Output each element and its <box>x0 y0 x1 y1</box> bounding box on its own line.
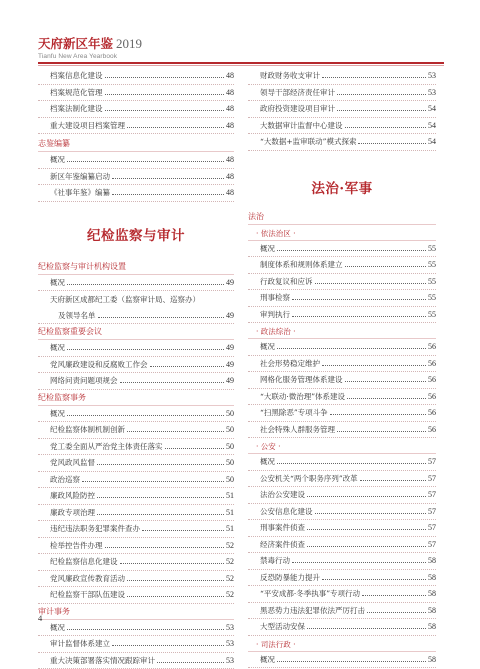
dot-leader <box>112 194 224 195</box>
toc-entry[interactable] <box>38 406 234 423</box>
toc-entry[interactable] <box>248 241 436 258</box>
toc-entry-page: 56 <box>428 407 436 418</box>
toc-entry-page: 50 <box>226 408 234 419</box>
toc-entry-title: 违纪违法职务犯罪案件查办 <box>38 523 140 534</box>
toc-entry-page: 48 <box>226 171 234 182</box>
running-header <box>38 34 142 60</box>
dot-leader <box>105 547 225 548</box>
toc-entry-page: 55 <box>428 276 436 287</box>
toc-entry-title: 概况 <box>38 154 65 165</box>
toc-entry[interactable] <box>38 275 234 292</box>
toc-entry-page: 53 <box>428 70 436 81</box>
toc-entry-page: 55 <box>428 309 436 320</box>
toc-entry[interactable] <box>248 537 436 554</box>
toc-entry[interactable] <box>38 571 234 588</box>
page-number: 4 <box>38 613 42 623</box>
toc-entry-title: 概况 <box>248 341 275 352</box>
toc-entry-title: 党风廉政宣传教育活动 <box>38 573 125 584</box>
toc-entry[interactable] <box>248 487 436 504</box>
section-heading: 法治 <box>248 209 436 225</box>
toc-entry-title: 检举控告件办理 <box>38 540 103 551</box>
toc-entry[interactable] <box>38 538 234 555</box>
toc-entry[interactable] <box>38 373 234 390</box>
toc-entry-title: 审计监督体系建立 <box>38 638 110 649</box>
dot-leader <box>315 283 427 284</box>
dot-leader <box>150 366 225 367</box>
dot-leader <box>97 497 224 498</box>
toc-entry-page: 48 <box>226 120 234 131</box>
toc-entry[interactable] <box>248 274 436 291</box>
toc-entry-page: 56 <box>428 374 436 385</box>
toc-entry-page: 53 <box>226 655 234 666</box>
dot-leader <box>105 110 225 111</box>
toc-entry-page: 55 <box>428 292 436 303</box>
toc-entry-title: 概况 <box>248 456 275 467</box>
toc-entry-title: 网格化服务管理体系建设 <box>248 374 343 385</box>
dot-leader <box>67 349 224 350</box>
toc-entry-page: 49 <box>226 277 234 288</box>
toc-entry-page: 57 <box>428 456 436 467</box>
toc-entry-title: 新区年鉴编纂启动 <box>38 171 110 182</box>
subsection-heading: · 依法治区 · <box>248 225 436 241</box>
dot-leader <box>67 161 224 162</box>
toc-entry-title: 档案法制化建设 <box>38 103 103 114</box>
toc-right-column <box>248 68 436 668</box>
toc-entry[interactable] <box>38 169 234 186</box>
dot-leader <box>307 496 426 497</box>
toc-entry-title: 政治巡察 <box>38 474 80 485</box>
dot-leader <box>337 110 426 111</box>
toc-entry-title: 纪检监察干部队伍建设 <box>38 589 125 600</box>
toc-entry-title: 刑事案件侦查 <box>248 522 305 533</box>
toc-entry-page: 48 <box>226 187 234 198</box>
toc-entry[interactable] <box>38 620 234 637</box>
dot-leader <box>307 546 426 547</box>
toc-entry[interactable] <box>248 290 436 307</box>
toc-entry-title: 法治公安建设 <box>248 489 305 500</box>
toc-entry-title: 社会特殊人群服务管理 <box>248 424 335 435</box>
dot-leader <box>345 381 427 382</box>
toc-entry[interactable] <box>248 257 436 274</box>
toc-entry-title: 党风廉政建设和反腐败工作会 <box>38 359 148 370</box>
toc-entry-page: 48 <box>226 70 234 81</box>
toc-entry-title: 公安机关“两个职务序列”改革 <box>248 473 358 484</box>
toc-entry[interactable] <box>248 603 436 620</box>
toc-entry-page: 52 <box>226 556 234 567</box>
toc-entry[interactable] <box>248 586 436 603</box>
toc-entry-page: 58 <box>428 621 436 632</box>
toc-entry-title: 廉政专项治理 <box>38 507 95 518</box>
toc-entry[interactable] <box>248 422 436 439</box>
toc-entry-title: 概况 <box>248 654 275 665</box>
dot-leader <box>105 94 225 95</box>
toc-entry-page: 48 <box>226 154 234 165</box>
toc-entry[interactable] <box>248 356 436 373</box>
toc-entry-title: 社会形势稳定维护 <box>248 358 320 369</box>
dot-leader <box>277 348 426 349</box>
toc-entry-title: 概况 <box>248 243 275 254</box>
toc-entry[interactable] <box>38 653 234 669</box>
toc-entry[interactable] <box>248 372 436 389</box>
chapter-title: 纪检监察与审计 <box>38 224 234 244</box>
toc-entry-page: 51 <box>226 523 234 534</box>
toc-entry-page: 58 <box>428 654 436 665</box>
yearbook-title <box>38 34 142 52</box>
toc-entry-title: 纪检监察体制机制创新 <box>38 424 125 435</box>
toc-entry-title: 刑事检察 <box>248 292 290 303</box>
yearbook-year: 2019 <box>116 36 142 51</box>
toc-entry-title: 概况 <box>38 622 65 633</box>
toc-entry[interactable] <box>248 389 436 406</box>
dot-leader <box>337 431 426 432</box>
dot-leader <box>82 481 224 482</box>
toc-entry[interactable] <box>38 505 234 522</box>
section-heading: 纪检监察重要会议 <box>38 324 234 340</box>
toc-entry-title: “大联动·微治理”体系建设 <box>248 391 345 402</box>
dot-leader <box>67 415 224 416</box>
toc-entry-title: 党工委全面从严治党主体责任落实 <box>38 441 163 452</box>
toc-entry-page: 57 <box>428 489 436 500</box>
dot-leader <box>345 127 427 128</box>
toc-entry[interactable] <box>38 422 234 439</box>
toc-entry-title: 概况 <box>38 342 65 353</box>
toc-entry-page: 57 <box>428 539 436 550</box>
dot-leader <box>127 431 224 432</box>
dot-leader <box>67 284 224 285</box>
yearbook-subtitle: Tianfu New Area Yearbook <box>38 53 142 60</box>
toc-entry-page: 52 <box>226 573 234 584</box>
toc-entry-page: 52 <box>226 589 234 600</box>
toc-entry[interactable] <box>38 472 234 489</box>
toc-entry-title: 反恐防暴能力提升 <box>248 572 320 583</box>
toc-entry-title: 天府新区成都纪工委（监察审计局、巡察办） <box>38 294 200 305</box>
toc-entry-title: 廉政风险防控 <box>38 490 95 501</box>
toc-left-column <box>38 68 234 669</box>
toc-entry-page: 53 <box>226 622 234 633</box>
toc-entry-title: 大数据审计监督中心建设 <box>248 120 343 131</box>
toc-entry[interactable] <box>248 454 436 471</box>
toc-entry[interactable] <box>248 405 436 422</box>
toc-entry[interactable] <box>248 570 436 587</box>
toc-entry-page: 50 <box>226 474 234 485</box>
toc-entry[interactable] <box>38 554 234 571</box>
toc-entry-page: 57 <box>428 522 436 533</box>
dot-leader <box>127 580 224 581</box>
toc-entry[interactable] <box>248 520 436 537</box>
toc-entry-page: 51 <box>226 490 234 501</box>
toc-entry[interactable] <box>38 101 234 118</box>
section-heading: 纪检监察事务 <box>38 390 234 406</box>
dot-leader <box>358 143 426 144</box>
dot-leader <box>307 628 426 629</box>
toc-entry-title: “大数据+监审联动”模式探索 <box>248 136 356 147</box>
toc-entry-title: 概况 <box>38 277 65 288</box>
dot-leader <box>322 365 426 366</box>
toc-entry-page: 57 <box>428 506 436 517</box>
toc-entry[interactable] <box>38 488 234 505</box>
toc-entry-title: 重大决策部署落实情况跟踪审计 <box>38 655 155 666</box>
toc-entry-page: 53 <box>226 638 234 649</box>
toc-entry[interactable] <box>38 455 234 472</box>
toc-entry-title: 财政财务收支审计 <box>248 70 320 81</box>
toc-entry-page: 49 <box>226 342 234 353</box>
dot-leader <box>322 579 426 580</box>
toc-entry-title: 政府投资建设项目审计 <box>248 103 335 114</box>
dot-leader <box>157 662 224 663</box>
section-heading: 志鉴编纂 <box>38 136 234 152</box>
toc-entry-title: 审判执行 <box>248 309 290 320</box>
toc-entry-page: 54 <box>428 120 436 131</box>
toc-entry[interactable] <box>38 340 234 357</box>
toc-entry-page: 55 <box>428 243 436 254</box>
toc-entry-title: 党风政风监督 <box>38 457 95 468</box>
dot-leader <box>277 661 426 662</box>
header-rule-thin <box>38 65 444 66</box>
toc-entry-page: 51 <box>226 507 234 518</box>
toc-entry-title: 公安信息化建设 <box>248 506 313 517</box>
dot-leader <box>367 612 426 613</box>
dot-leader <box>277 463 426 464</box>
dot-leader <box>362 595 426 596</box>
dot-leader <box>142 530 224 531</box>
toc-entry[interactable] <box>38 439 234 456</box>
toc-entry[interactable] <box>248 619 436 636</box>
dot-leader <box>292 316 426 317</box>
subsection-heading: · 政法综治 · <box>248 323 436 339</box>
toc-entry-title: 档案规范化管理 <box>38 87 103 98</box>
toc-entry-title: 禁毒行动 <box>248 555 290 566</box>
dot-leader <box>120 563 225 564</box>
dot-leader <box>322 77 426 78</box>
dot-leader <box>120 382 225 383</box>
dot-leader <box>347 398 426 399</box>
toc-entry[interactable] <box>248 339 436 356</box>
toc-entry[interactable] <box>248 118 436 135</box>
toc-entry-title: 概况 <box>38 408 65 419</box>
toc-entry-title: “平安成都·冬季执事”专项行动 <box>248 588 360 599</box>
toc-entry-page: 56 <box>428 358 436 369</box>
toc-entry[interactable] <box>38 118 234 135</box>
toc-entry-title: 档案信息化建设 <box>38 70 103 81</box>
toc-entry[interactable] <box>248 85 436 102</box>
toc-entry-title: 行政复议和应诉 <box>248 276 313 287</box>
toc-entry[interactable] <box>38 291 234 308</box>
toc-entry[interactable] <box>248 504 436 521</box>
dot-leader <box>112 178 224 179</box>
dot-leader <box>360 480 426 481</box>
toc-entry-page: 50 <box>226 457 234 468</box>
toc-entry-page: 50 <box>226 441 234 452</box>
toc-entry[interactable] <box>248 652 436 669</box>
toc-entry[interactable] <box>248 68 436 85</box>
section-heading: 纪检监察与审计机构设置 <box>38 259 234 275</box>
dot-leader <box>112 645 224 646</box>
toc-entry-title: 《社事年鉴》编纂 <box>38 187 110 198</box>
toc-entry-page: 55 <box>428 259 436 270</box>
toc-entry-page: 54 <box>428 103 436 114</box>
toc-entry-title: 及领导名单 <box>38 310 96 321</box>
toc-entry-title: 网络问责问题项规会 <box>38 375 118 386</box>
toc-entry[interactable] <box>38 85 234 102</box>
toc-entry-page: 52 <box>226 540 234 551</box>
yearbook-name: 天府新区年鉴 <box>38 36 113 51</box>
dot-leader <box>97 514 224 515</box>
toc-entry-page: 49 <box>226 310 234 321</box>
toc-entry-page: 48 <box>226 87 234 98</box>
toc-entry-page: 56 <box>428 391 436 402</box>
toc-entry[interactable] <box>248 553 436 570</box>
toc-entry[interactable] <box>38 521 234 538</box>
dot-leader <box>127 596 224 597</box>
subsection-heading: · 司法行政 · <box>248 636 436 652</box>
toc-entry[interactable] <box>38 357 234 374</box>
toc-entry[interactable] <box>38 185 234 202</box>
dot-leader <box>307 529 426 530</box>
toc-entry-title: 经济案件侦查 <box>248 539 305 550</box>
toc-entry-title: “扫黑除恶”专项斗争 <box>248 407 328 418</box>
toc-entry-page: 58 <box>428 555 436 566</box>
header-rule <box>38 62 444 64</box>
dot-leader <box>277 250 426 251</box>
toc-entry-page: 53 <box>428 87 436 98</box>
toc-entry[interactable] <box>248 307 436 324</box>
toc-entry-page: 49 <box>226 375 234 386</box>
toc-entry[interactable] <box>38 587 234 604</box>
dot-leader <box>98 317 225 318</box>
toc-entry[interactable] <box>38 308 234 325</box>
dot-leader <box>345 266 427 267</box>
toc-entry-page: 56 <box>428 424 436 435</box>
toc-entry[interactable] <box>248 471 436 488</box>
toc-entry-page: 57 <box>428 473 436 484</box>
toc-entry-page: 48 <box>226 103 234 114</box>
dot-leader <box>292 562 426 563</box>
toc-entry-page: 58 <box>428 588 436 599</box>
dot-leader <box>330 414 426 415</box>
toc-entry-page: 58 <box>428 572 436 583</box>
toc-entry-title: 重大建设项目档案管理 <box>38 120 125 131</box>
subsection-heading: · 公安 · <box>248 438 436 454</box>
toc-entry-page: 54 <box>428 136 436 147</box>
dot-leader <box>105 77 225 78</box>
toc-entry[interactable] <box>38 68 234 85</box>
dot-leader <box>67 629 224 630</box>
chapter-title: 法治·军事 <box>248 177 436 197</box>
toc-entry-title: 制度体系和规则体系建立 <box>248 259 343 270</box>
toc-entry[interactable] <box>248 101 436 118</box>
toc-entry-page: 49 <box>226 359 234 370</box>
section-heading: 审计事务 <box>38 604 234 620</box>
toc-entry-title: 领导干部经济责任审计 <box>248 87 335 98</box>
toc-entry[interactable] <box>248 134 436 151</box>
toc-entry[interactable] <box>38 152 234 169</box>
toc-entry-title: 大型活动安保 <box>248 621 305 632</box>
toc-entry-page: 58 <box>428 605 436 616</box>
toc-entry-page: 50 <box>226 424 234 435</box>
dot-leader <box>97 464 224 465</box>
dot-leader <box>337 94 426 95</box>
toc-entry-page: 56 <box>428 341 436 352</box>
dot-leader <box>292 299 426 300</box>
dot-leader <box>315 513 427 514</box>
dot-leader <box>127 127 224 128</box>
dot-leader <box>165 448 225 449</box>
toc-entry-title: 纪检监察信息化建设 <box>38 556 118 567</box>
toc-entry-title: 黑恶势力违法犯罪依法严厉打击 <box>248 605 365 616</box>
toc-entry[interactable] <box>38 636 234 653</box>
